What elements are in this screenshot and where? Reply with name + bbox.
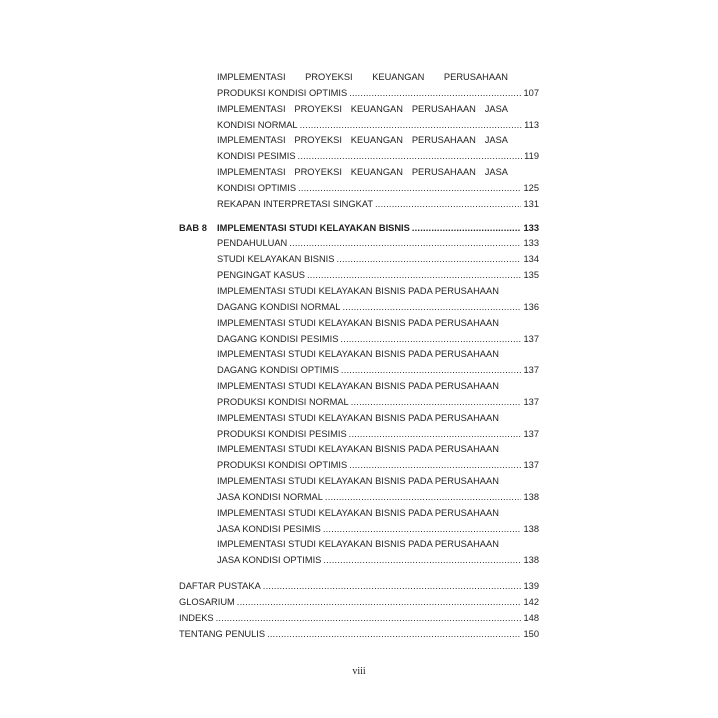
chapter-number: BAB 8 [179,222,207,233]
toc-entry-line1: IMPLEMENTASI STUDI KELAYAKAN BISNIS PADA PERUSAHAAN [217,381,499,392]
toc-entry-rekapan [217,197,539,213]
toc-entry-label: KONDISI PESIMIS [217,151,296,162]
toc-group-proyeksi [179,70,539,213]
leader-dots [298,149,523,165]
toc-entry [217,395,539,411]
toc-entry-page: 131 [523,198,539,209]
leader-dots [307,268,521,284]
toc-entry-line1: IMPLEMENTASI STUDI KELAYAKAN BISNIS PADA PERUSAHAAN [217,507,499,518]
toc-chapter-entry [217,221,539,237]
toc-entry-label: PRODUKSI KONDISI NORMAL [217,396,349,407]
toc-backmatter-entry [179,611,539,627]
toc-entry-line1: IMPLEMENTASI STUDI KELAYAKAN BISNIS PADA PERUSAHAAN [217,412,499,423]
toc-entry-label: JASA KONDISI PESIMIS [217,523,321,534]
toc-entry-label: GLOSARIUM [179,597,235,607]
leader-dots [340,332,521,348]
toc-entry-label: REKAPAN INTERPRETASI SINGKAT [217,198,374,209]
toc-entry-page: 137 [523,396,539,407]
toc-backmatter-entry [179,595,539,611]
leader-dots [298,181,521,197]
toc-entry-line1: IMPLEMENTASI STUDI KELAYAKAN BISNIS PADA PERUSAHAAN [217,317,499,328]
toc-entry-label: KONDISI OPTIMIS [217,182,297,193]
toc-entry-page: 137 [523,365,539,376]
toc-entry-page: 113 [524,119,539,130]
leader-dots [342,300,521,316]
spacer [179,569,539,579]
leader-dots [351,395,522,411]
toc-entry-label: STUDI KELAYAKAN BISNIS [217,254,335,265]
toc-entry-page: 148 [523,612,539,623]
toc-entry-page: 138 [523,555,539,566]
toc-entry-page: 138 [523,523,539,534]
toc-entry-page: 134 [523,254,539,265]
toc-entry-label: PRODUKSI KONDISI OPTIMIS [217,87,348,98]
toc-entry [217,252,539,268]
leader-dots [341,363,522,379]
toc-entry [217,118,539,134]
toc-entry-page: 137 [523,460,539,471]
toc-entry-label: JASA KONDISI OPTIMIS [217,555,322,566]
toc-backmatter-entry [179,579,539,595]
toc-entry [217,268,539,284]
toc-entry [217,490,539,506]
toc-chapter-heading [179,221,539,237]
toc-entry-label: TENTANG PENULIS [179,628,266,639]
toc-entry-label: PRODUKSI KONDISI PESIMIS [217,428,347,439]
leader-dots [349,458,521,474]
toc-entry-page: 119 [524,151,539,162]
toc-entry-page: 125 [523,182,539,193]
table-of-contents [179,70,539,643]
leader-dots [336,252,521,268]
leader-dots [412,221,522,237]
toc-backmatter-entry [179,627,539,643]
leader-dots [349,86,521,102]
toc-entry-line1: IMPLEMENTASI PROYEKSI KEUANGAN PERUSAHAAN JASA [217,167,508,178]
toc-entry-label: DAGANG KONDISI NORMAL [217,301,341,312]
toc-entry-page: 136 [523,301,539,312]
toc-entry [217,522,539,538]
toc-entry-page: 142 [523,597,539,607]
toc-entry-line1: IMPLEMENTASI STUDI KELAYAKAN BISNIS PADA PERUSAHAAN [217,444,499,455]
toc-entry-page: 133 [523,238,539,249]
toc-entry-page: 137 [523,333,539,344]
spacer [179,213,539,221]
toc-entry-line1: IMPLEMENTASI STUDI KELAYAKAN BISNIS PADA PERUSAHAAN [217,285,499,296]
toc-entry-page: 139 [523,581,539,592]
toc-entry-label: PENDAHULUAN [217,238,288,249]
toc-entry [217,149,539,165]
leader-dots [375,197,521,213]
toc-entry-page: 135 [523,270,539,281]
leader-dots [237,595,522,611]
leader-dots [349,427,522,443]
toc-entry-label: INDEKS [179,612,214,623]
toc-entry [217,300,539,316]
page-number: viii [352,666,366,677]
toc-entry-line1: IMPLEMENTASI STUDI KELAYAKAN BISNIS PADA PERUSAHAAN [217,476,499,487]
toc-entry-label: DAGANG KONDISI PESIMIS [217,333,339,344]
toc-entry [217,363,539,379]
toc-entry [217,332,539,348]
toc-entry [217,553,539,569]
leader-dots [325,490,522,506]
toc-entry-line1: IMPLEMENTASI PROYEKSI KEUANGAN PERUSAHAAN JASA [217,135,508,146]
toc-entry-page: 150 [523,628,539,639]
leader-dots [216,611,522,627]
toc-entry-label: PRODUKSI KONDISI OPTIMIS [217,460,348,471]
chapter-page: 133 [523,222,539,233]
leader-dots [263,579,522,595]
toc-entry-label: DAGANG KONDISI OPTIMIS [217,365,339,376]
toc-entry [217,236,539,252]
toc-entry [217,181,539,197]
toc-entry-label: PENGINGAT KASUS [217,270,305,281]
leader-dots [267,627,521,643]
toc-entry-label: KONDISI NORMAL [217,119,298,130]
toc-entry [217,427,539,443]
toc-entry-label: JASA KONDISI NORMAL [217,491,323,502]
leader-dots [323,522,522,538]
toc-entry-label: DAFTAR PUSTAKA [179,581,261,592]
toc-entry-line1: IMPLEMENTASI STUDI KELAYAKAN BISNIS PADA PERUSAHAAN [217,349,499,360]
toc-entry-line1: IMPLEMENTASI PROYEKSI KEUANGAN PERUSAHAAN [217,72,508,82]
leader-dots [323,553,521,569]
toc-entry-line1: IMPLEMENTASI PROYEKSI KEUANGAN PERUSAHAAN JASA [217,103,508,114]
toc-entry-page: 138 [523,491,539,502]
toc-entry-page: 137 [523,428,539,439]
leader-dots [289,236,521,252]
toc-entry [217,86,539,102]
chapter-title: IMPLEMENTASI STUDI KELAYAKAN BISNIS [217,222,410,233]
toc-entry-page: 107 [523,87,539,98]
toc-entry-line1: IMPLEMENTASI STUDI KELAYAKAN BISNIS PADA PERUSAHAAN [217,539,499,550]
toc-entry [217,458,539,474]
leader-dots [300,118,523,134]
